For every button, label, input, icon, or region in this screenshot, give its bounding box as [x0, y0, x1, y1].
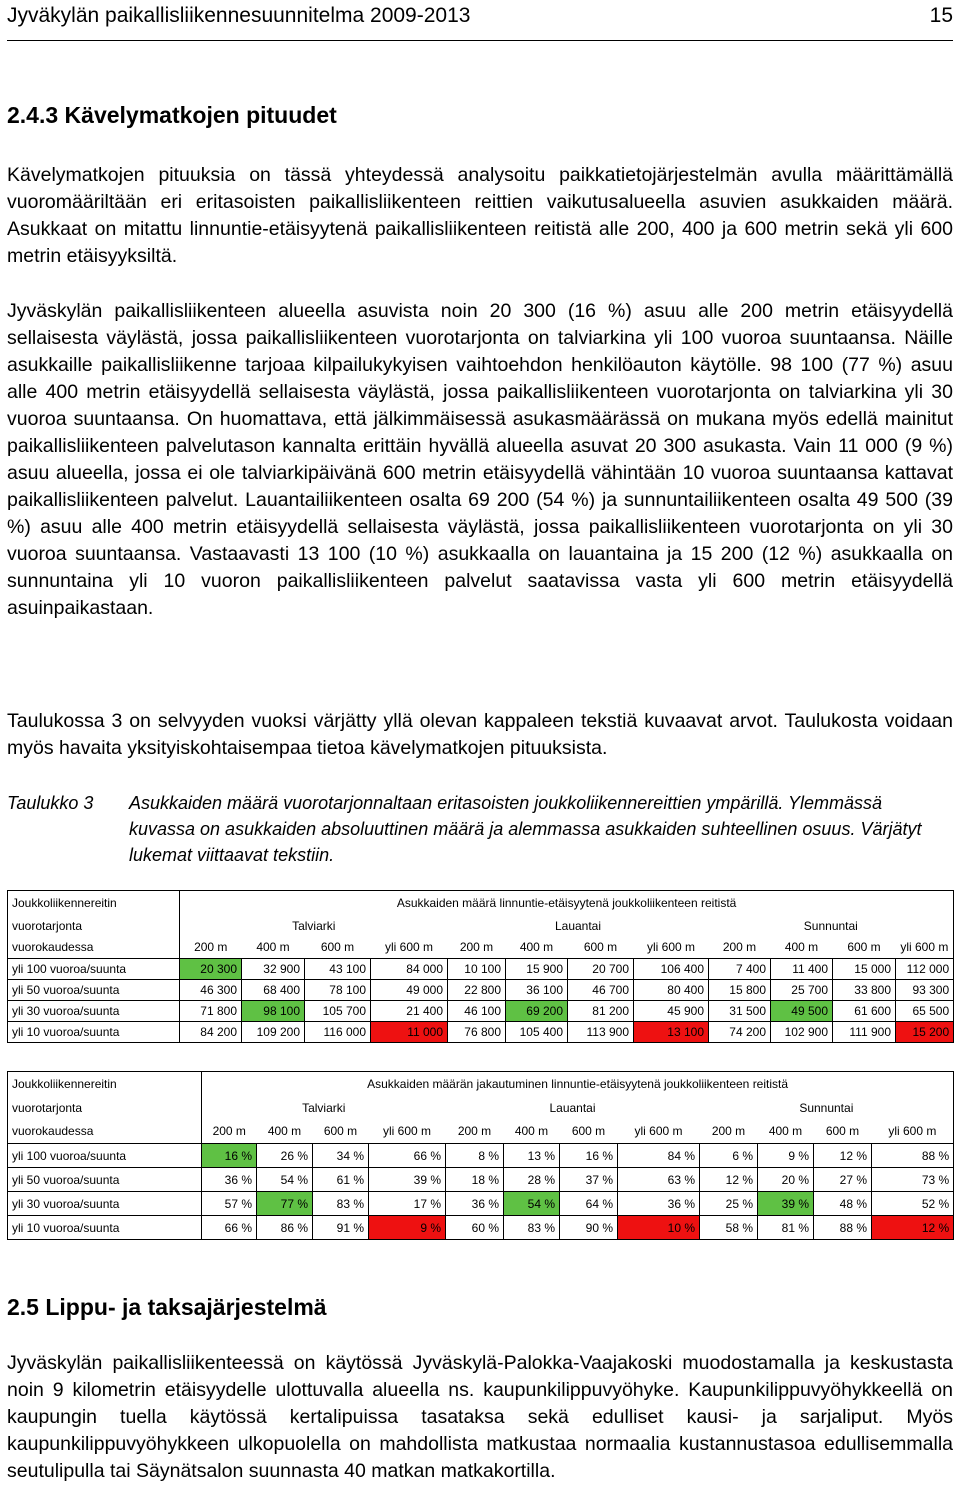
table-cell: 7 400	[709, 959, 771, 980]
row-header-line: vuorokaudessa	[8, 1120, 202, 1144]
table-cell: 15 000	[833, 959, 896, 980]
distance-row	[8, 1120, 954, 1144]
group-row	[8, 1096, 954, 1120]
table-cell: 66 %	[369, 1144, 446, 1168]
table-cell: 18 %	[446, 1168, 504, 1192]
table-cell: 77 %	[257, 1192, 313, 1216]
table-cell: 102 900	[771, 1022, 833, 1043]
distance-header: 400 m	[504, 1120, 560, 1144]
table-cell: 20 %	[758, 1168, 814, 1192]
section-heading-243: 2.4.3 Kävelymatkojen pituudet	[7, 102, 337, 128]
table-cell: 16 %	[560, 1144, 618, 1168]
page-header	[7, 0, 953, 41]
table-cell: 27 %	[814, 1168, 872, 1192]
paragraph-3: Taulukossa 3 on selvyyden vuoksi värjätty yllä olevan kappaleen tekstiä kuvaavat arvot. Taulukosta voidaan myös havaita yksityiskohtaisempaa tietoa kävelymatkojen pituuksista.	[7, 710, 953, 759]
table-row	[8, 1001, 954, 1022]
table-cell: 32 900	[242, 959, 305, 980]
table-cell: 49 000	[371, 980, 448, 1001]
table-cell: 36 %	[202, 1168, 257, 1192]
table-row	[8, 959, 954, 980]
table-absolute	[7, 890, 954, 1043]
table-cell: 10 100	[448, 959, 506, 980]
distance-header: 200 m	[709, 937, 771, 959]
table-cell: 93 300	[896, 980, 954, 1001]
paragraph-1: Kävelymatkojen pituuksia on tässä yhteydessä analysoitu paikkatietojärjestelmän avulla määrittämällä vuoromääriltään eri eritasoisten paikallisliikenteen reittien vaikutusalueella asuvien asukkaiden määrä. Asukkaat on mitattu linnuntie-etäisyytenä paikallisliikenteen reitistä alle 200, 400 ja 600 metrin sekä yli 600 metrin etäisyyksiltä.	[7, 164, 953, 267]
table-cell: 20 300	[180, 959, 242, 980]
section-heading-25: 2.5 Lippu- ja taksajärjestelmä	[7, 1294, 327, 1320]
table-row	[8, 1168, 954, 1192]
table-cell: 60 %	[446, 1216, 504, 1240]
table-title-row	[8, 1072, 954, 1096]
row-label: yli 10 vuoroa/suunta	[8, 1216, 202, 1240]
table-cell: 58 %	[700, 1216, 758, 1240]
row-header-line: vuorotarjonta	[8, 1096, 202, 1120]
row-label: yli 100 vuoroa/suunta	[8, 1144, 202, 1168]
table-cell: 37 %	[560, 1168, 618, 1192]
table-cell: 80 400	[634, 980, 709, 1001]
table-cell: 11 400	[771, 959, 833, 980]
row-label: yli 10 vuoroa/suunta	[8, 1022, 180, 1043]
table-cell: 39 %	[369, 1168, 446, 1192]
distance-header: 200 m	[448, 937, 506, 959]
row-label: yli 30 vuoroa/suunta	[8, 1001, 180, 1022]
table-cell: 76 800	[448, 1022, 506, 1043]
table-cell: 54 %	[504, 1192, 560, 1216]
table-cell: 17 %	[369, 1192, 446, 1216]
table-cell: 84 000	[371, 959, 448, 980]
row-header-line: Joukkoliikennereitin	[8, 891, 180, 915]
table-cell: 105 700	[305, 1001, 371, 1022]
distance-header: 400 m	[242, 937, 305, 959]
distance-header: 600 m	[305, 937, 371, 959]
distance-header: yli 600 m	[369, 1120, 446, 1144]
distance-header: yli 600 m	[371, 937, 448, 959]
group-header: Talviarki	[292, 918, 336, 933]
table-cell: 36 %	[618, 1192, 700, 1216]
table-cell: 83 %	[504, 1216, 560, 1240]
table-cell: 91 %	[313, 1216, 369, 1240]
table-cell: 16 %	[202, 1144, 257, 1168]
table-cell: 46 700	[568, 980, 634, 1001]
table-cell: 11 000	[371, 1022, 448, 1043]
table-cell: 33 800	[833, 980, 896, 1001]
table-cell: 106 400	[634, 959, 709, 980]
group-header: Lauantai	[549, 1100, 596, 1115]
table-cell: 46 100	[448, 1001, 506, 1022]
table-title: Asukkaiden määrän jakautuminen linnuntie-etäisyytenä joukkoliikenteen reitistä	[202, 1072, 954, 1096]
table-cell: 74 200	[709, 1022, 771, 1043]
caption-text: Asukkaiden määrä vuorotarjonnaltaan eritasoisten joukkoliikennereittien ympärillä. Ylemmässä kuvassa on asukkaiden absoluuttinen määrä ja alemmassa asukkaiden suhteellinen osuus. Värjätyt lukemat viittaavat tekstiin.	[129, 793, 922, 865]
table-cell: 54 %	[257, 1168, 313, 1192]
table-cell: 15 200	[896, 1022, 954, 1043]
distance-header: 600 m	[814, 1120, 872, 1144]
distance-header: 200 m	[446, 1120, 504, 1144]
table-cell: 84 %	[618, 1144, 700, 1168]
table-cell: 39 %	[758, 1192, 814, 1216]
table-cell: 8 %	[446, 1144, 504, 1168]
table-cell: 90 %	[560, 1216, 618, 1240]
table-cell: 109 200	[242, 1022, 305, 1043]
table-cell: 46 300	[180, 980, 242, 1001]
table-cell: 63 %	[618, 1168, 700, 1192]
group-row	[8, 915, 954, 937]
table-row	[8, 1216, 954, 1240]
distance-header: 200 m	[700, 1120, 758, 1144]
table-cell: 9 %	[758, 1144, 814, 1168]
table-cell: 25 %	[700, 1192, 758, 1216]
distance-header: 600 m	[560, 1120, 618, 1144]
table-cell: 71 800	[180, 1001, 242, 1022]
header-title: Jyväkylän paikallisliikennesuunnitelma 2009-2013	[7, 4, 471, 27]
table-cell: 105 400	[506, 1022, 568, 1043]
distance-row	[8, 937, 954, 959]
table-cell: 84 200	[180, 1022, 242, 1043]
paragraph-2: Jyväskylän paikallisliikenteen alueella asuvista noin 20 300 (16 %) asuu alle 200 metrin etäisyydellä sellaisesta väylästä, jossa paikallisliikenteen vuorotarjonta on talviarkina yli 100 vuoroa suuntaansa. Näille asukkaille paikallisliikenne tarjoaa kilpailukykyisen vaihtoehdon henkilöauton käytölle. 98 100 (77 %) asuu alle 400 metrin etäisyydellä sellaisesta väylästä, jossa paikallisliikenteen vuorotarjonta on talviarkina yli 30 vuoroa suuntaansa. On huomattava, että jälkimmäisessä asukasmäärässä on mukana myös edellä mainitut paikallisliikenteen palvelutason kannalta erittäin hyvällä alueella asuvat 20 300 asukasta. Vain 11 000 (9 %) asuu alueella, jossa ei ole talviarkipäivänä 600 metrin etäisyydellä vähintään 10 vuoroa suuntaansa kattavat paikallisliikenteen palvelut. Lauantailiikenteen osalta 69 200 (54 %) ja sunnuntailiikenteen osalta 49 500 (39 %) asuu alle 400 metrin etäisyydellä sellaisesta väylästä, jossa paikallisliikenteen vuorotarjonta on yli 30 vuoroa suuntaansa. Vastaavasti 13 100 (10 %) asukkaalla on lauantaina ja 15 200 (12 %) asukkaalla on sunnuntaina yli 10 vuoron paikallisliikenteen palvelut saatavissa vasta yli 600 metrin etäisyydellä asuinpaikastaan.	[7, 300, 953, 619]
distance-header: 400 m	[506, 937, 568, 959]
table-cell: 49 500	[771, 1001, 833, 1022]
table-cell: 61 600	[833, 1001, 896, 1022]
table-cell: 43 100	[305, 959, 371, 980]
table-cell: 88 %	[814, 1216, 872, 1240]
group-header: Lauantai	[554, 918, 602, 933]
distance-header: 400 m	[257, 1120, 313, 1144]
distance-header: 200 m	[180, 937, 242, 959]
table-cell: 113 900	[568, 1022, 634, 1043]
table-cell: 10 %	[618, 1216, 700, 1240]
table-cell: 68 400	[242, 980, 305, 1001]
table-cell: 52 %	[872, 1192, 954, 1216]
table-cell: 88 %	[872, 1144, 954, 1168]
row-label: yli 30 vuoroa/suunta	[8, 1192, 202, 1216]
table-cell: 86 %	[257, 1216, 313, 1240]
table-cell: 15 800	[709, 980, 771, 1001]
table-cell: 28 %	[504, 1168, 560, 1192]
distance-header: yli 600 m	[618, 1120, 700, 1144]
distance-header: 400 m	[771, 937, 833, 959]
paragraph-4: Jyväskylän paikallisliikenteessä on käytössä Jyväskylä-Palokka-Vaajakoski muodostamalla ja keskustasta noin 9 kilometrin etäisyydelle ulottuvalla alueella ns. kaupunkilippuvyöhyke. Kaupunkilippuvyöhykkeellä on kaupungin tuella käytössä kertalipuissa tasataksa sekä edulliset kausi- ja sarjaliput. Myös kaupunkilippuvyöhykkeen ulkopuolella on mahdollista matkustaa normaalia kustannustasoa edullisemmalla seutulipulla tai Säynätsalon suunnasta 40 matkan matkakortilla.	[7, 1352, 953, 1482]
table-cell: 78 100	[305, 980, 371, 1001]
table-cell: 73 %	[872, 1168, 954, 1192]
table-cell: 21 400	[371, 1001, 448, 1022]
row-label: yli 50 vuoroa/suunta	[8, 980, 180, 1001]
row-label: yli 50 vuoroa/suunta	[8, 1168, 202, 1192]
page-number: 15	[929, 4, 953, 27]
table-cell: 69 200	[506, 1001, 568, 1022]
table-cell: 65 500	[896, 1001, 954, 1022]
table-cell: 45 900	[634, 1001, 709, 1022]
table-cell: 48 %	[814, 1192, 872, 1216]
table-cell: 57 %	[202, 1192, 257, 1216]
table-row	[8, 980, 954, 1001]
group-header: Sunnuntai	[709, 915, 954, 937]
row-header-line: vuorotarjonta	[8, 915, 180, 937]
table-cell: 6 %	[700, 1144, 758, 1168]
table-cell: 9 %	[369, 1216, 446, 1240]
table-row	[8, 1192, 954, 1216]
table-cell: 83 %	[313, 1192, 369, 1216]
table-cell: 22 800	[448, 980, 506, 1001]
table-title-row	[8, 891, 954, 915]
caption-label: Taulukko 3	[7, 793, 94, 813]
table-cell: 81 200	[568, 1001, 634, 1022]
distance-header: 600 m	[313, 1120, 369, 1144]
row-header-line: Joukkoliikennereitin	[8, 1072, 202, 1096]
table-cell: 13 100	[634, 1022, 709, 1043]
distance-header: 400 m	[758, 1120, 814, 1144]
table-cell: 112 000	[896, 959, 954, 980]
table-cell: 36 100	[506, 980, 568, 1001]
table-cell: 20 700	[568, 959, 634, 980]
table-caption	[7, 790, 953, 870]
table-cell: 12 %	[814, 1144, 872, 1168]
table-cell: 81 %	[758, 1216, 814, 1240]
table-cell: 66 %	[202, 1216, 257, 1240]
table-title: Asukkaiden määrä linnuntie-etäisyytenä joukkoliikenteen reitistä	[180, 891, 954, 915]
table-cell: 34 %	[313, 1144, 369, 1168]
distance-header: 600 m	[568, 937, 634, 959]
table-cell: 13 %	[504, 1144, 560, 1168]
table-cell: 25 700	[771, 980, 833, 1001]
row-header-line: vuorokaudessa	[8, 937, 180, 959]
group-header: Sunnuntai	[700, 1096, 954, 1120]
row-label: yli 100 vuoroa/suunta	[8, 959, 180, 980]
table-cell: 15 900	[506, 959, 568, 980]
group-header: Talviarki	[302, 1100, 346, 1115]
distance-header: 600 m	[833, 937, 896, 959]
table-cell: 12 %	[700, 1168, 758, 1192]
table-row	[8, 1144, 954, 1168]
table-row	[8, 1022, 954, 1043]
distance-header: 200 m	[202, 1120, 257, 1144]
table-cell: 61 %	[313, 1168, 369, 1192]
table-cell: 111 900	[833, 1022, 896, 1043]
distance-header: yli 600 m	[896, 937, 954, 959]
table-cell: 98 100	[242, 1001, 305, 1022]
distance-header: yli 600 m	[634, 937, 709, 959]
table-cell: 36 %	[446, 1192, 504, 1216]
table-cell: 64 %	[560, 1192, 618, 1216]
distance-header: yli 600 m	[872, 1120, 954, 1144]
table-cell: 116 000	[305, 1022, 371, 1043]
table-cell: 26 %	[257, 1144, 313, 1168]
table-cell: 31 500	[709, 1001, 771, 1022]
table-cell: 12 %	[872, 1216, 954, 1240]
table-relative	[7, 1071, 954, 1240]
